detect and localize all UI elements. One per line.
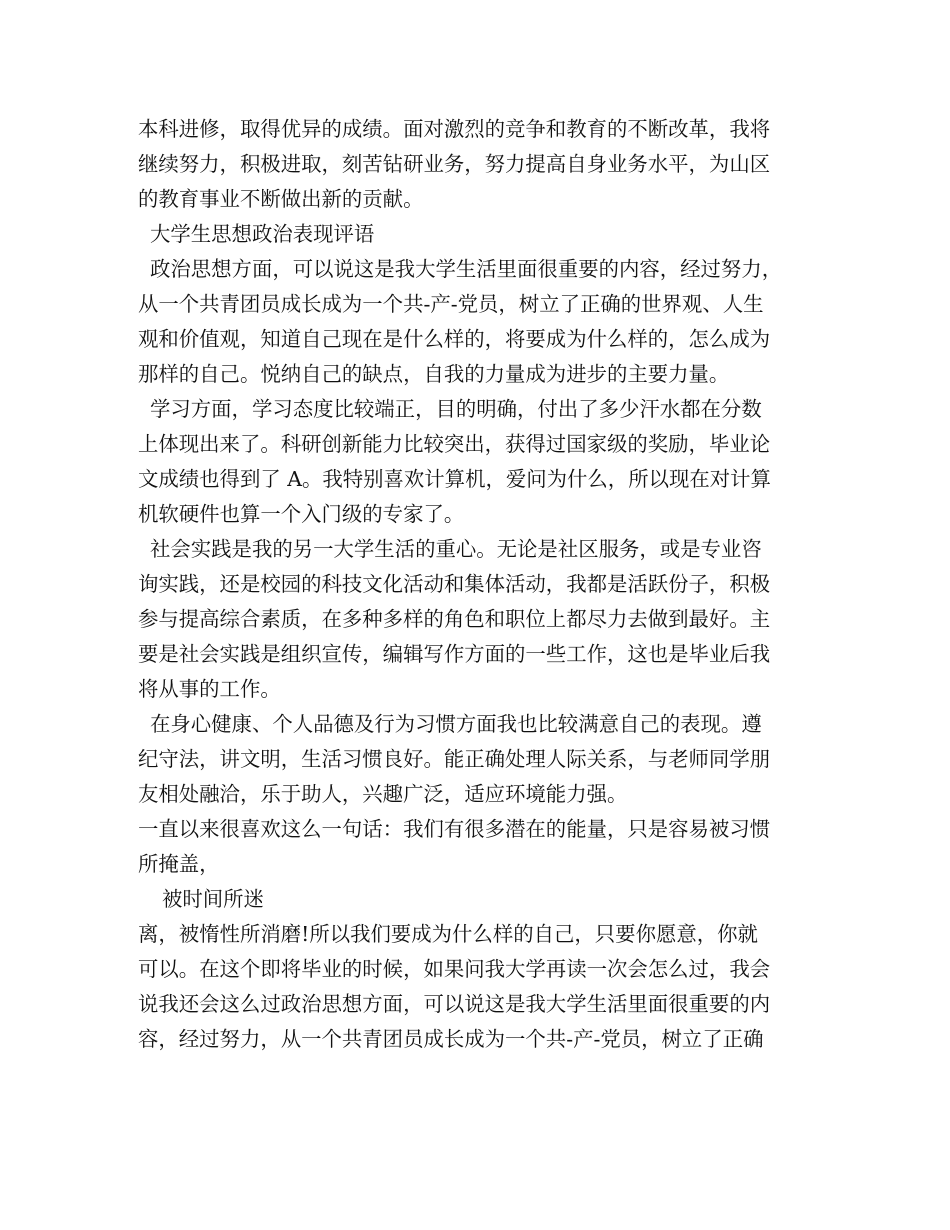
text-line: 一直以来很喜欢这么一句话：我们有很多潜在的能量，只是容易被习惯 [138,817,771,841]
section-heading: 大学生思想政治表现评语 [150,222,375,246]
text-line: 可以。在这个即将毕业的时候，如果问我大学再读一次会怎么过，我会 [138,957,771,981]
document-body [138,112,838,1057]
text-line: 容，经过努力，从一个共青团员成长成为一个共-产-党员，树立了正确 [138,1027,764,1051]
text-line: 纪守法，讲文明，生活习惯良好。能正确处理人际关系，与老师同学朋 [138,747,771,771]
text-line: 机软硬件也算一个入门级的专家了。 [138,502,465,526]
text-line: 离，被惰性所消磨!所以我们要成为什么样的自己，只要你愿意，你就 [138,922,758,946]
text-line: 询实践，还是校园的科技文化活动和集体活动，我都是活跃份子，积极 [138,572,771,596]
text-line: 说我还会这么过政治思想方面，可以说这是我大学生活里面很重要的内 [138,992,771,1016]
text-line: 参与提高综合素质，在多种多样的角色和职位上都尽力去做到最好。主 [138,607,771,631]
text-line: 友相处融洽，乐于助人，兴趣广泛，适应环境能力强。 [138,782,628,806]
text-line: 在身心健康、个人品德及行为习惯方面我也比较满意自己的表现。遵 [150,712,762,736]
text-line: 上体现出来了。科研创新能力比较突出，获得过国家级的奖励，毕业论 [138,432,771,456]
text-line: 观和价值观，知道自己现在是什么样的，将要成为什么样的，怎么成为 [138,327,771,351]
text-line: 的教育事业不断做出新的贡献。 [138,187,424,211]
text-line: 被时间所迷 [162,887,264,911]
text-line: 所掩盖， [138,852,220,876]
text-line: 学习方面，学习态度比较端正，目的明确，付出了多少汗水都在分数 [150,397,762,421]
text-line: 从一个共青团员成长成为一个共-产-党员，树立了正确的世界观、人生 [138,292,764,316]
text-line: 将从事的工作。 [138,677,281,701]
text-line: 文成绩也得到了 A。我特别喜欢计算机，爱问为什么，所以现在对计算 [138,467,771,491]
text-line: 那样的自己。悦纳自己的缺点，自我的力量成为进步的主要力量。 [138,362,730,386]
text-line: 继续努力，积极进取，刻苦钻研业务，努力提高自身业务水平，为山区 [138,152,771,176]
text-line: 本科进修，取得优异的成绩。面对激烈的竞争和教育的不断改革，我将 [138,117,771,141]
text-line: 要是社会实践是组织宣传，编辑写作方面的一些工作，这也是毕业后我 [138,642,771,666]
text-line: 政治思想方面，可以说这是我大学生活里面很重要的内容，经过努力， [150,257,783,281]
text-line: 社会实践是我的另一大学生活的重心。无论是社区服务，或是专业咨 [150,537,762,561]
